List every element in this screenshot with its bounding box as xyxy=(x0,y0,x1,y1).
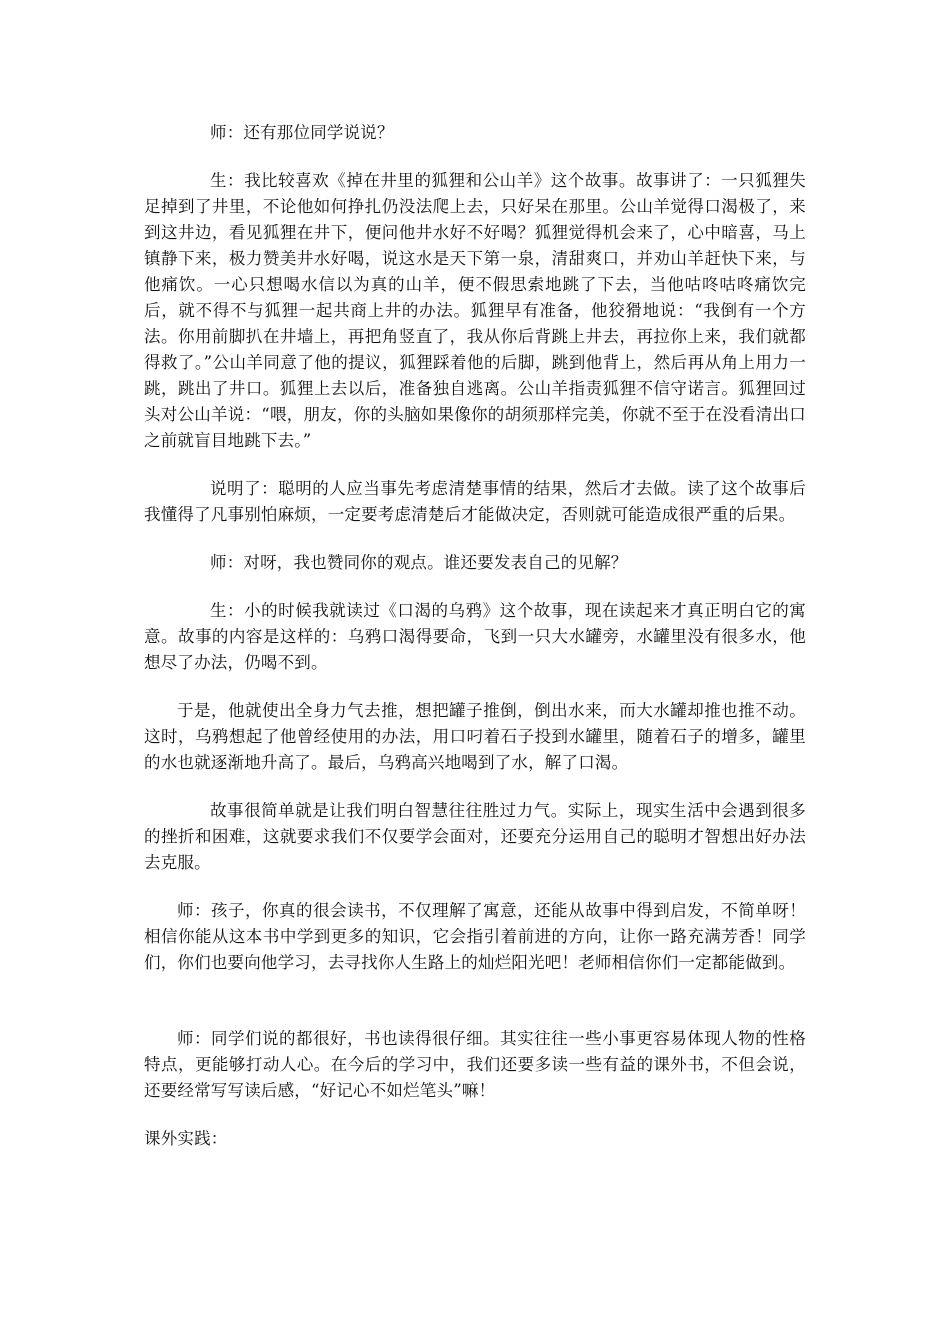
section-heading-extracurricular-practice: 课外实践： xyxy=(144,1129,228,1148)
paragraph-student-fox-goat-story: 生：我比较喜欢《掉在井里的狐狸和公山羊》这个故事。故事讲了：一只狐狸失足掉到了井里，不论他如何挣扎仍没法爬上去，只好呆在那里。公山羊觉得口渴极了，来到这井边，看见狐狸在井下，便问他井水好不好喝？狐狸觉得机会来了，心中暗喜，马上镇静下来，极力赞美井水好喝，说这水是天下第一泉，清甜爽口，并劝山羊赶快下来，与他痛饮。一心只想喝水信以为真的山羊，便不假思索地跳了下去，当他咕咚咕咚痛饮完后，就不得不与狐狸一起共商上井的办法。狐狸早有准备，他狡猾地说：“我倒有一个方法。你用前脚扒在井墙上，再把角竖直了，我从你后背跳上井去，再拉你上来，我们就都得救了。”公山羊同意了他的提议，狐狸踩着他的后脚，跳到他背上，然后再从角上用力一跳，跳出了井口。狐狸上去以后，准备独自逃离。公山羊指责狐狸不信守诺言。狐狸回过头对公山羊说：“喂，朋友，你的头脑如果像你的胡须那样完美，你就不至于在没看清出口之前就盲目地跳下去。” xyxy=(144,171,806,450)
paragraph-teacher-summary: 师：同学们说的都很好，书也读得很仔细。其实往往一些小事更容易体现人物的性格特点，更能够打动人心。在今后的学习中，我们还要多读一些有益的课外书，不但会说，还要经常写写读后感，“好记心不如烂笔头”嘛！ xyxy=(144,1029,806,1100)
document-page xyxy=(144,120,806,1152)
paragraph-crow-story-moral: 故事很简单就是让我们明白智慧往往胜过力气。实际上，现实生活中会遇到很多的挫折和困难，这就要求我们不仅要学会面对，还要充分运用自己的聪明才智想出好办法去克服。 xyxy=(144,801,806,872)
paragraph-teacher-praise: 师：孩子，你真的很会读书，不仅理解了寓意，还能从故事中得到启发，不简单呀！相信你能从这本书中学到更多的知识，它会指引着前进的方向，让你一路充满芳香！同学们，你们也要向他学习，去寻找你人生路上的灿烂阳光吧！老师相信你们一定都能做到。 xyxy=(144,901,806,972)
paragraph-story-moral: 说明了：聪明的人应当事先考虑清楚事情的结果，然后才去做。读了这个故事后我懂得了凡事别怕麻烦，一定要考虑清楚后才能做决定，否则就可能造成很严重的后果。 xyxy=(144,479,806,524)
paragraph-crow-story-continued: 于是，他就使出全身力气去推，想把罐子推倒，倒出水来，而大水罐却推也推不动。这时，乌鸦想起了他曾经使用的办法，用口叼着石子投到水罐里，随着石子的增多，罐里的水也就逐渐地升高了。最后，乌鸦高兴地喝到了水，解了口渴。 xyxy=(144,701,806,772)
paragraph-teacher-agree: 师：对呀，我也赞同你的观点。谁还要发表自己的见解？ xyxy=(210,553,628,572)
paragraph-student-crow-story: 生：小的时候我就读过《口渴的乌鸦》这个故事，现在读起来才真正明白它的寓意。故事的内容是这样的：乌鸦口渴得要命，飞到一只大水罐旁，水罐里没有很多水，他想尽了办法，仍喝不到。 xyxy=(144,601,806,672)
paragraph-teacher-question: 师：还有那位同学说说？ xyxy=(210,123,394,142)
